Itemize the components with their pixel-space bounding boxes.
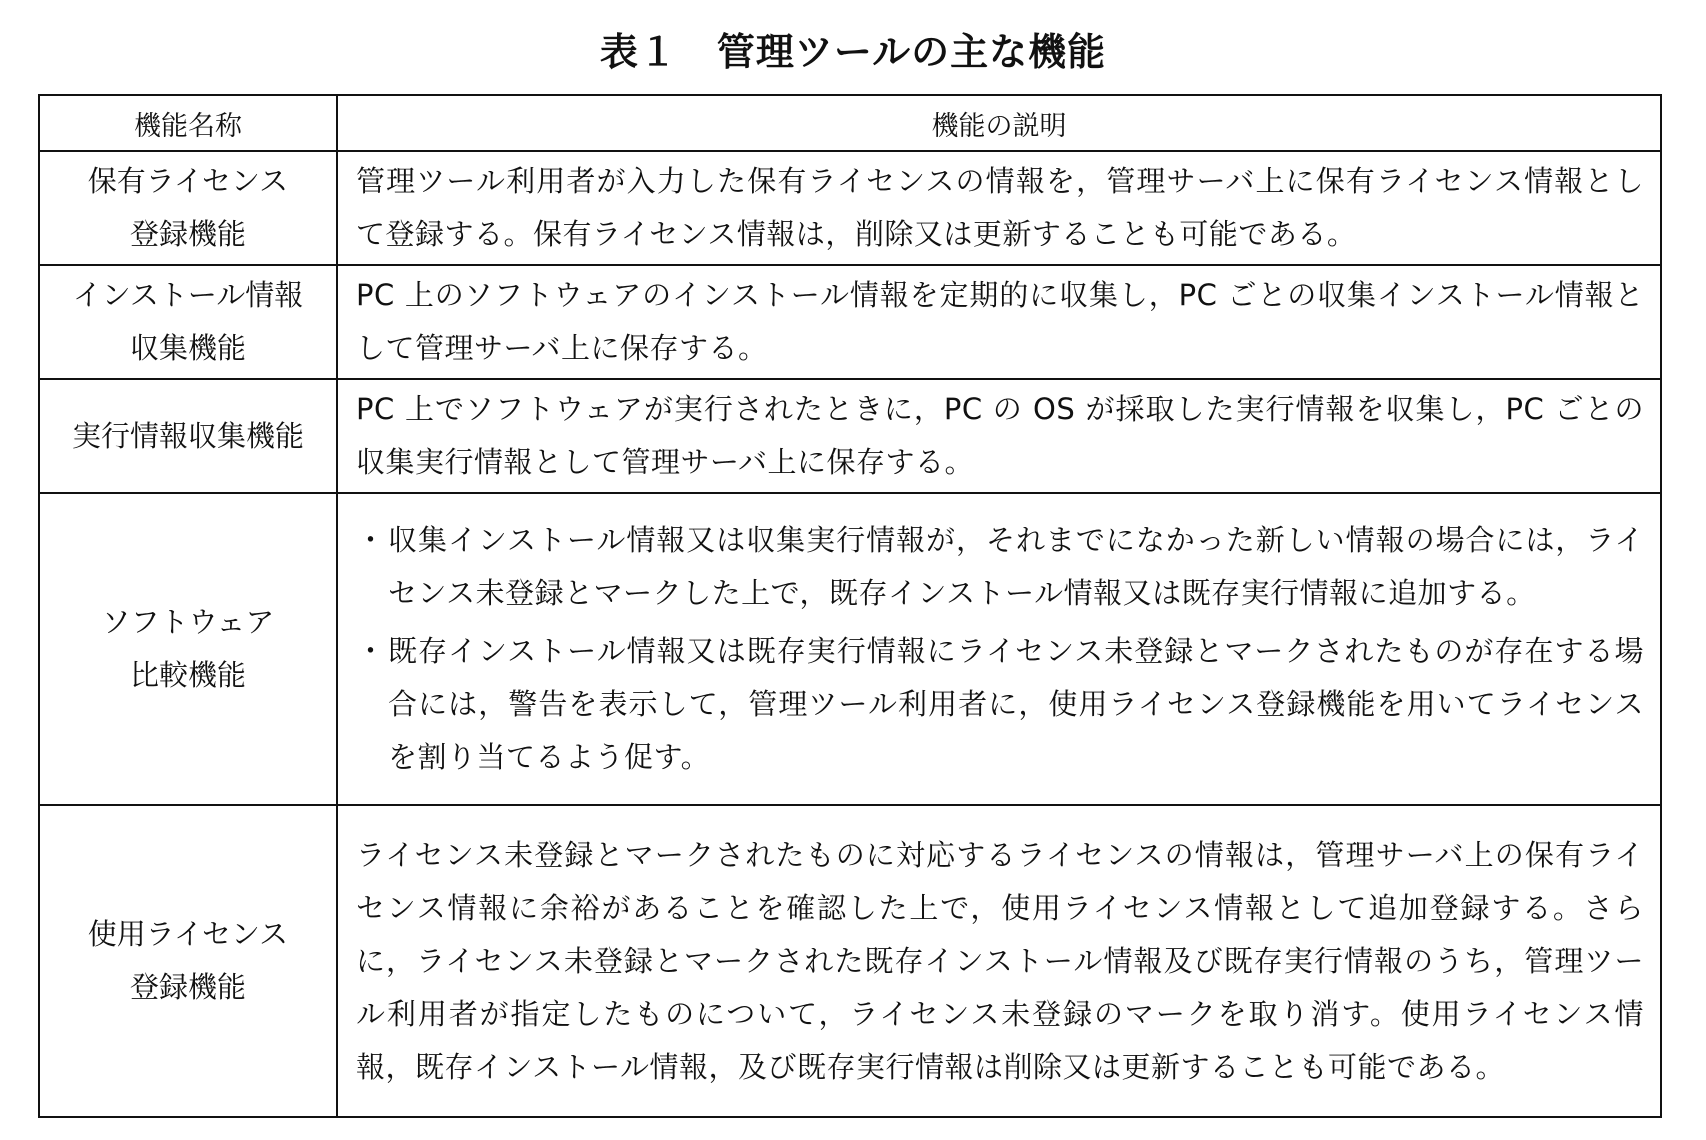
function-name-line: 収集機能 [129, 331, 246, 365]
table-row [39, 493, 1661, 805]
function-description-cell [337, 493, 1661, 805]
function-name-line: 登録機能 [129, 217, 246, 251]
function-name-line: 登録機能 [129, 970, 246, 1004]
function-name-line: 実行情報収集機能 [71, 418, 304, 453]
function-description: ライセンス未登録とマークされたものに対応するライセンスの情報は，管理サーバ上の保有ライセンス情報に余裕があることを確認した上で，使用ライセンス情報として追加登録する。さらに，ライセンス未登録とマークされた既存インストール情報及び既存実行情報のうち，管理ツール利用者が指定したものについて，ライセンス未登録のマークを取り消す。使用ライセンス情報，既存インストール情報，及び既存実行情報は削除又は更新することも可能である。 [356, 837, 1644, 1084]
page-title: 表１ 管理ツールの主な機能 [599, 30, 1107, 74]
bullet-item: ・ 収集インストール情報又は収集実行情報が，それまでになかった新しい情報の場合には，ライセンス未登録とマークした上で，既存インストール情報又は既存実行情報に追加する。 [356, 514, 1644, 620]
function-name-cell [39, 493, 337, 805]
function-description-cell [337, 151, 1661, 265]
function-name-line: インストール情報 [72, 278, 304, 312]
table-row [39, 151, 1661, 265]
table-header-row [39, 95, 1661, 151]
function-name-line: 保有ライセンス [87, 164, 289, 198]
table-row [39, 379, 1661, 493]
function-name-line: 使用ライセンス [87, 917, 289, 951]
function-description-cell [337, 379, 1661, 493]
function-name-cell [39, 805, 337, 1117]
table-row [39, 265, 1661, 379]
function-description: 管理ツール利用者が入力した保有ライセンスの情報を，管理サーバ上に保有ライセンス情報として登録する。保有ライセンス情報は，削除又は更新することも可能である。 [356, 164, 1644, 251]
header-function-name: 機能名称 [39, 95, 337, 151]
function-name-cell [39, 265, 337, 379]
header-function-description: 機能の説明 [337, 95, 1661, 151]
function-table [38, 94, 1662, 1118]
function-description-cell [337, 805, 1661, 1117]
function-name-cell [39, 151, 337, 265]
function-description: PC 上でソフトウェアが実行されたときに，PC の OS が採取した実行情報を収集し，PC ごとの収集実行情報として管理サーバ上に保存する。 [356, 392, 1644, 479]
function-description: PC 上のソフトウェアのインストール情報を定期的に収集し，PC ごとの収集インストール情報として管理サーバ上に保存する。 [356, 278, 1644, 365]
function-description-cell [337, 265, 1661, 379]
function-name-cell [39, 379, 337, 493]
bullet-item: ・ 既存インストール情報又は既存実行情報にライセンス未登録とマークされたものが存在する場合には，警告を表示して，管理ツール利用者に，使用ライセンス登録機能を用いてライセンスを割り当てるよう促す。 [356, 625, 1644, 784]
table-row [39, 805, 1661, 1117]
bullet-list [356, 514, 1644, 784]
function-name-line: 比較機能 [129, 658, 246, 692]
function-name-line: ソフトウェア [101, 605, 275, 639]
